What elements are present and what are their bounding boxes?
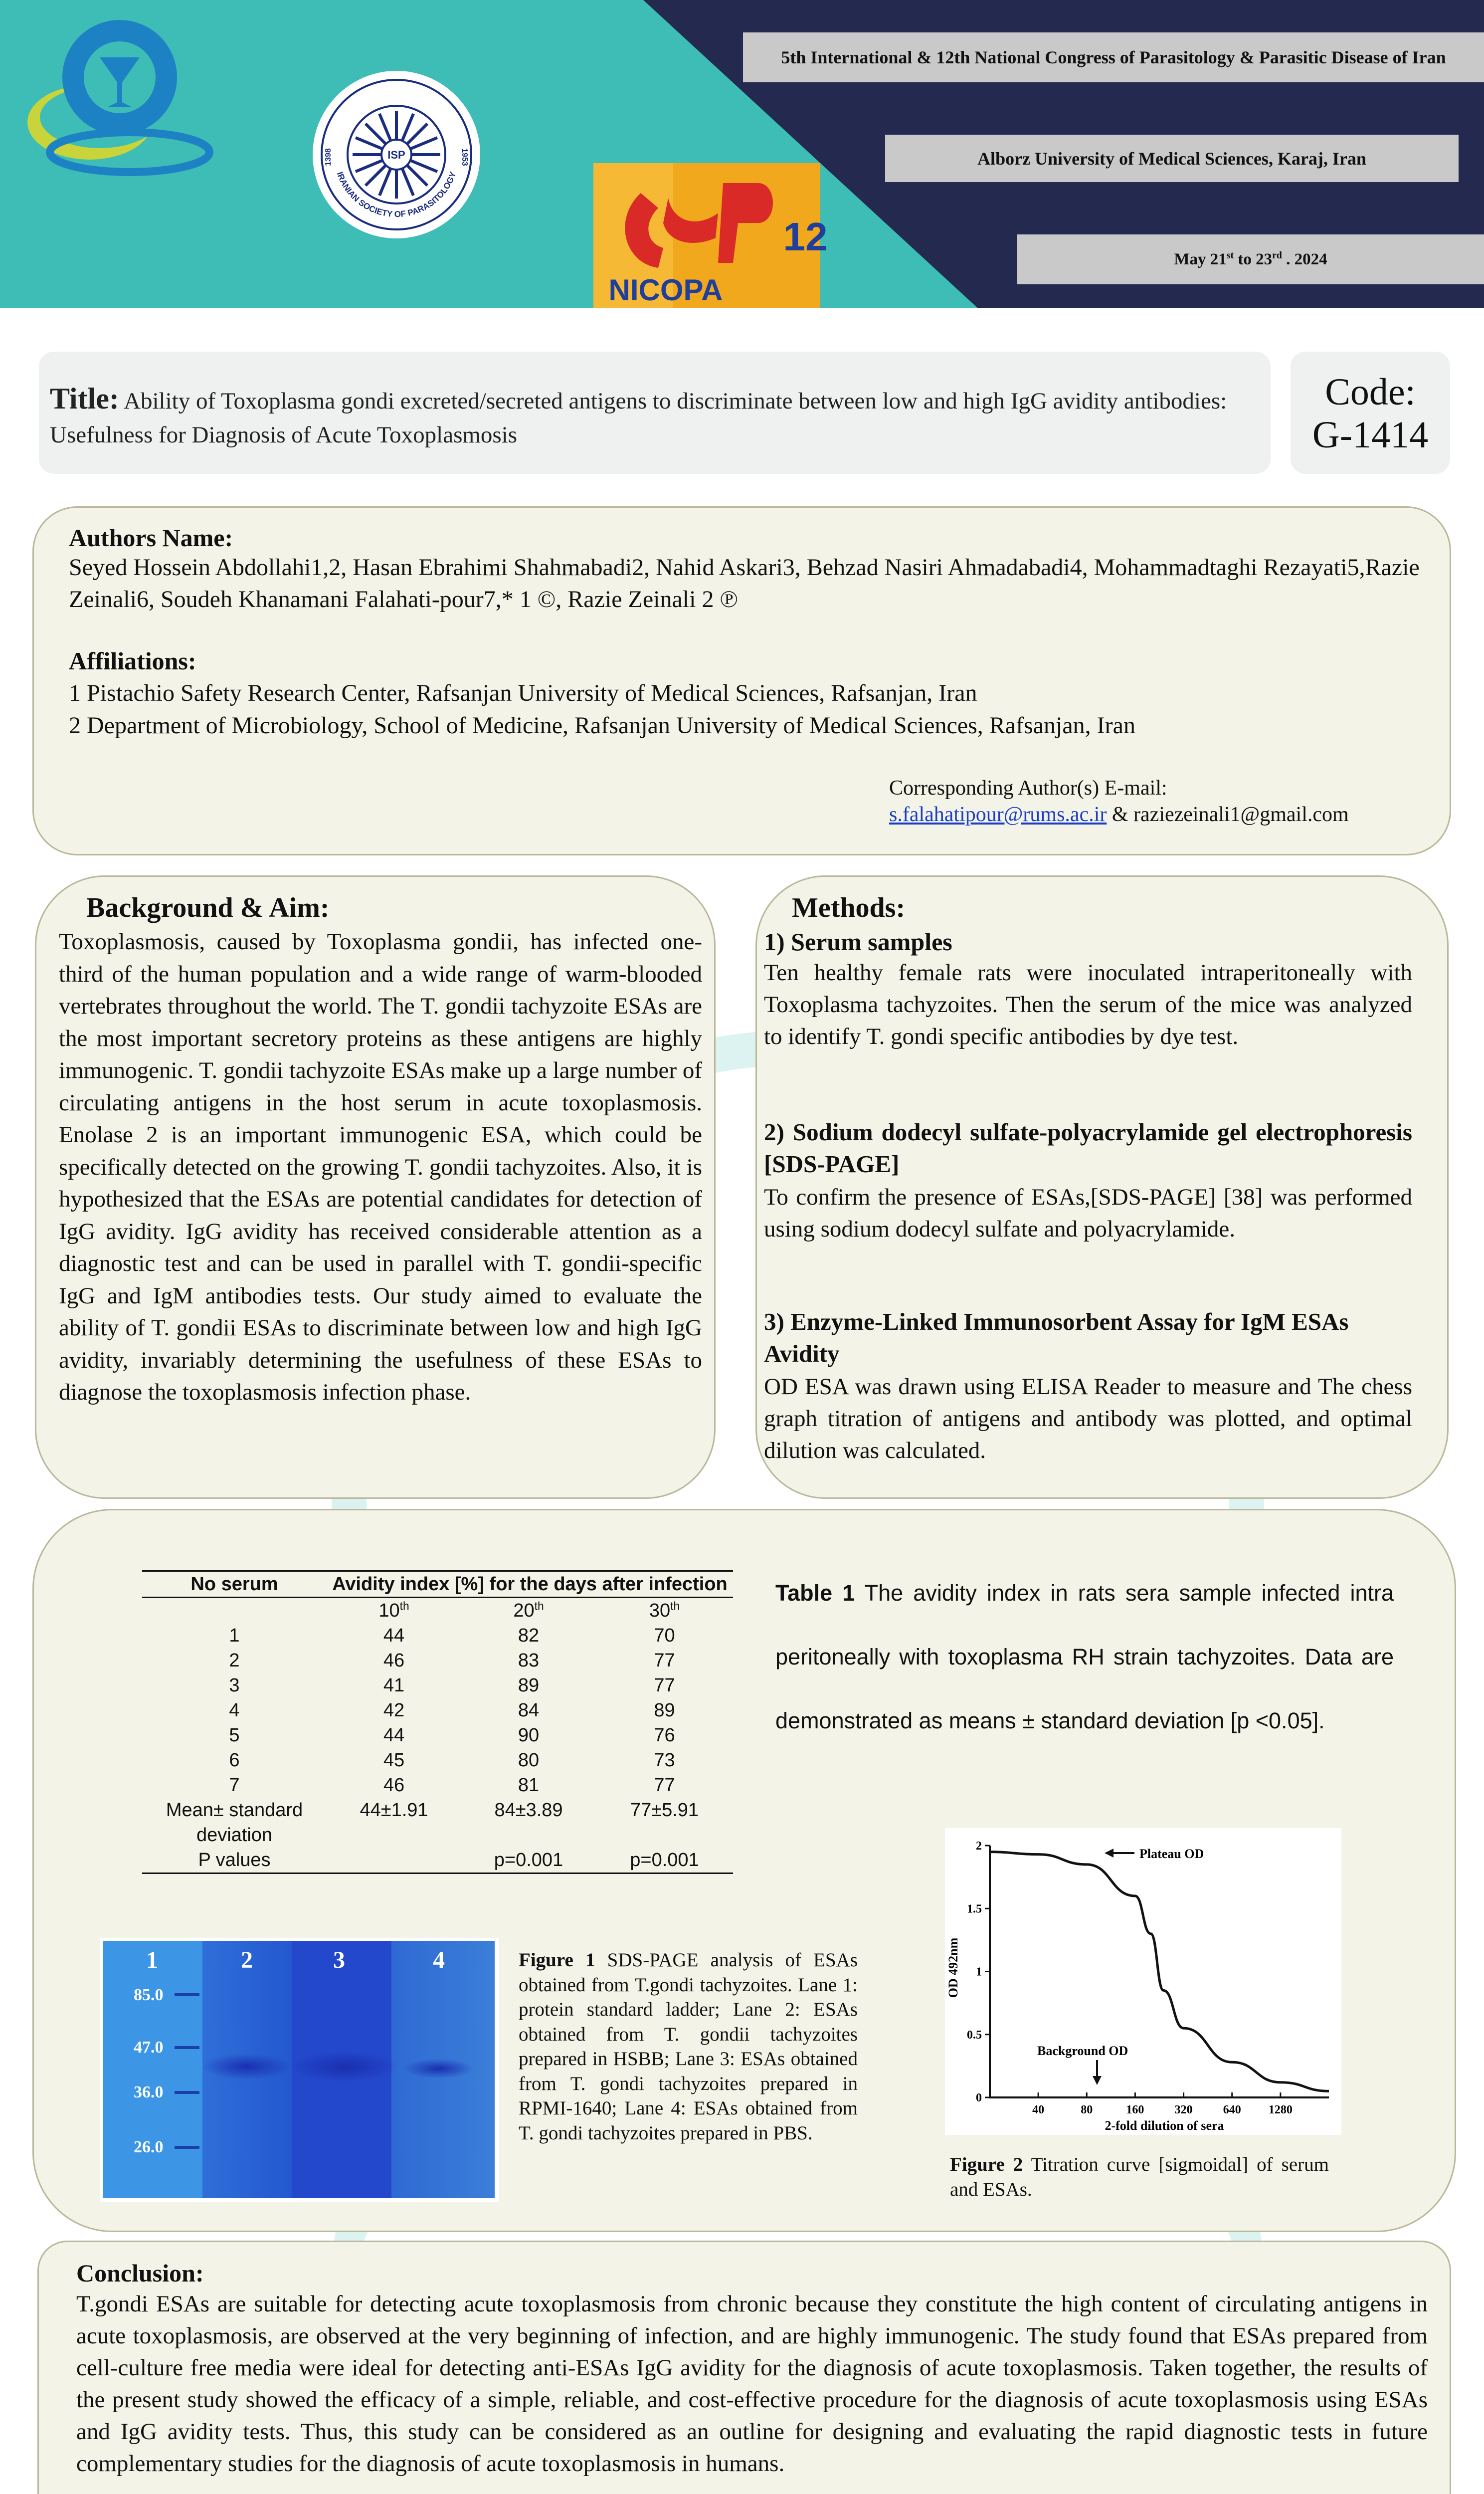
title-panel: [39, 352, 1271, 474]
table-day-header: 10th: [378, 1599, 409, 1621]
table-caption-label: Table 1: [775, 1580, 855, 1606]
table-row: 7 46 81 77: [229, 1775, 675, 1796]
gel-marker: 36.0: [134, 2083, 164, 2101]
affiliations-heading: Affiliations:: [69, 647, 196, 675]
poster-title: [50, 382, 1257, 452]
nicopa-logo-icon: [593, 163, 828, 308]
svg-text:IRANIAN SOCIETY OF PARASITOLOG: IRANIAN SOCIETY OF PARASITOLOGY: [335, 170, 458, 219]
gel-marker: 26.0: [134, 2138, 164, 2156]
title-text: Ability of Toxoplasma gondi excreted/secreted antigens to discriminate between low and high IgG avidity antibodies: Usefulness for Diagnosis of Acute Toxoplasmosis: [50, 388, 1227, 448]
table-pvalue-row: P values p=0.001 p=0.001: [142, 1848, 733, 1873]
chart-x-tick-label: 80: [1081, 2103, 1093, 2116]
gel-marker: 47.0: [134, 2038, 164, 2057]
date-bar: [1017, 234, 1484, 284]
svg-text:ISP: ISP: [387, 149, 405, 161]
methods-heading: Methods:: [792, 892, 906, 923]
code-value: G-1414: [1312, 414, 1429, 456]
figure1-caption: [519, 1948, 858, 2145]
chart-y-tick-label: 1: [976, 1965, 982, 1979]
code-label: Code:: [1325, 371, 1416, 413]
table-header-avidity: Avidity index [%] for the days after infection: [332, 1574, 728, 1595]
gel-marker: 85.0: [134, 1986, 164, 2004]
chart-x-tick-label: 640: [1223, 2103, 1241, 2116]
chart-y-tick-label: 1.5: [967, 1902, 982, 1916]
table-caption: [775, 1561, 1394, 1753]
background-text: Toxoplasmosis, caused by Toxoplasma gondii, has infected one-third of the human population and a wide range of warm-blooded vertebrates throughout the world. The T. gondii tachyzoite ESAs are the most important secretory proteins as these antigens are highly immunogenic. T. gondii tachyzoite ESAs make up a large number of circulating antigens in the host serum in acute toxoplasmosis. Enolase 2 is an important immunogenic ESA, which could be specifically detected on the growing T. gondii tachyzoites. Also, it is hypothesized that the ESAs are potential candidates for detection of IgG avidity. IgG avidity has received considerable attention as a diagnostic test and can be used in parallel with T. gondii-specific IgG and IgM antibodies tests. Our study aimed to evaluate the ability of T. gondii ESAs to discriminate between low and high IgG avidity, invariably determining the usefulness of these ESAs to diagnose the toxoplasmosis infection phase.: [59, 929, 702, 1405]
society-seal-icon: [312, 70, 481, 239]
conclusion-panel: [37, 2241, 1451, 2494]
background-panel: [35, 875, 716, 1499]
chart-y-tick-label: 2: [976, 1840, 982, 1853]
avidity-table-wrapper: [142, 1570, 733, 1874]
methods-sdspage-title: 2) Sodium dodecyl sulfate-polyacrylamide gel electrophoresis [SDS-PAGE]: [764, 1118, 1412, 1178]
sds-page-gel-image: [100, 1938, 499, 2202]
poster-header: [0, 0, 1484, 308]
university-name: Alborz University of Medical Sciences, Karaj, Iran: [977, 148, 1366, 169]
affiliation-1: 1 Pistachio Safety Research Center, Rafsanjan University of Medical Sciences, Rafsanjan, Iran: [69, 680, 977, 706]
avidity-table: [142, 1570, 733, 1874]
congress-name-bar: [743, 32, 1484, 82]
background-arrow-icon: [1093, 2060, 1102, 2085]
chart-y-tick-label: 0: [976, 2091, 982, 2104]
authors-heading: Authors Name:: [69, 524, 233, 552]
gel-lane-1: 1: [146, 1947, 158, 1973]
figure1-text: SDS-PAGE analysis of ESAs obtained from T.gondi tachyzoites. Lane 1: protein standard ladder; Lane 2: ESAs obtained from T. gondii tachyzoites prepared in HSBB; Lane 3: ESAs obtained from T. gondi tachyzoites prepared in RPMI-1640; Lane 4: ESAs obtained from T. gondi tachyzoites prepared in PBS.: [519, 1949, 858, 2144]
table-row: 2 46 83 77: [229, 1650, 675, 1671]
methods-elisa-text: OD ESA was drawn using ELISA Reader to measure and The chess graph titration of antigens and antibody was plotted, and optimal dilution was calculated.: [764, 1374, 1412, 1463]
table-row: 1 44 82 70: [229, 1625, 675, 1646]
congress-logo-icon: [25, 17, 224, 182]
conclusion-heading: Conclusion:: [76, 2259, 204, 2287]
university-bar: [885, 135, 1459, 182]
svg-text:12: 12: [783, 214, 828, 259]
chart-annotation-plateau: Plateau OD: [1139, 1847, 1204, 1861]
svg-text:NICOPA: NICOPA: [608, 273, 723, 307]
nicopa-logo: [593, 163, 828, 308]
congress-date: May 21st to 23rd . 2024: [1174, 249, 1327, 268]
chart-annotation-background: Background OD: [1037, 2044, 1128, 2058]
email-secondary: & raziezeinali1@gmail.com: [1107, 803, 1349, 826]
background-heading: Background & Aim:: [86, 892, 330, 923]
gel-image-frame: [100, 1938, 499, 2202]
table-row: 4 42 84 89: [229, 1700, 675, 1721]
chart-x-tick-label: 40: [1032, 2103, 1045, 2116]
chart-y-tick-label: 0.5: [967, 2028, 982, 2042]
titration-curve-chart: [945, 1828, 1341, 2135]
table-row: 5 44 90 76: [229, 1725, 675, 1746]
titration-chart-frame: [945, 1828, 1341, 2135]
chart-x-tick-label: 1280: [1268, 2103, 1293, 2116]
methods-sdspage-text: To confirm the presence of ESAs,[SDS-PAGE] [38] was performed using sodium dodecyl sulfate and polyacrylamide.: [764, 1184, 1412, 1242]
code-panel: [1291, 352, 1450, 474]
figure1-label: Figure 1: [519, 1949, 595, 1971]
methods-panel: [755, 875, 1449, 1499]
chart-x-axis-label: 2-fold dilution of sera: [1105, 2118, 1224, 2133]
corresponding-label: Corresponding Author(s) E-mail:: [889, 777, 1167, 800]
table-header-serum: No serum: [190, 1574, 278, 1595]
gel-lane-2: 2: [241, 1947, 253, 1973]
figure2-caption: [950, 2152, 1329, 2202]
chart-x-tick-label: 160: [1126, 2103, 1144, 2116]
table-day-header-row: [142, 1598, 733, 1624]
svg-text:1953: 1953: [460, 148, 469, 166]
figure2-label: Figure 2: [950, 2154, 1023, 2175]
email-link[interactable]: s.falahatipour@rums.ac.ir: [889, 803, 1107, 826]
table-day-header: 30th: [649, 1599, 680, 1621]
congress-name: 5th International & 12th National Congress of Parasitology & Parasitic Disease of Iran: [781, 47, 1446, 67]
svg-text:1398: 1398: [324, 148, 333, 166]
gel-lane-3: 3: [333, 1947, 345, 1973]
authors-panel: [32, 506, 1451, 855]
affiliation-2: 2 Department of Microbiology, School of Medicine, Rafsanjan University of Medical Sciences, Rafsanjan, Iran: [69, 712, 1135, 739]
corresponding-emails: [889, 801, 1349, 828]
table-caption-text: The avidity index in rats sera sample infected intra peritoneally with toxoplasma RH strain tachyzoites. Data are demonstrated as means ± standard deviation [p <0.05].: [775, 1580, 1394, 1733]
authors-names: Seyed Hossein Abdollahi1,2, Hasan Ebrahimi Shahmabadi2, Nahid Askari3, Behzad Nasiri Ahmadabadi4, Mohammadtaghi Rezayati5,Razie Zeinali6, Soudeh Khanamani Falahati-pour7,* 1 ©, Razie Zeinali 2 ℗: [69, 554, 1420, 613]
figure2-text: Titration curve [sigmoidal] of serum and ESAs.: [950, 2154, 1329, 2200]
table-row: 6 45 80 73: [229, 1750, 675, 1771]
methods-elisa-title: 3) Enzyme-Linked Immunosorbent Assay for IgM ESAs Avidity: [764, 1308, 1349, 1367]
plateau-arrow-icon: [1105, 1849, 1134, 1858]
table-day-header: 20th: [513, 1599, 544, 1621]
conclusion-text: T.gondi ESAs are suitable for detecting acute toxoplasmosis from chronic because they constitute the high content of circulating antigens in acute toxoplasmosis, are observed at the very beginning of infection, and are highly immunogenic. The study found that ESAs prepared from cell-culture free media were ideal for detecting anti-ESAs IgG avidity for the diagnosis of acute toxoplasmosis. Taken together, the results of the present study showed the efficacy of a simple, reliable, and cost-effective procedure for the diagnosis of acute toxoplasmosis using ESAs and IgG avidity tests. Thus, this study can be considered as an outline for designing and evaluating the rapid diagnostic tests in future complementary studies for the diagnosis of acute toxoplasmosis in humans.: [76, 2291, 1428, 2477]
table-row: 3 41 89 77: [229, 1675, 675, 1696]
methods-serum-title: 1) Serum samples: [764, 928, 952, 956]
table-mean-row: Mean± standard deviation 44±1.91 84±3.89 77±5.91: [166, 1800, 699, 1846]
title-label: Title:: [50, 382, 119, 415]
chart-x-tick-label: 320: [1174, 2103, 1193, 2116]
gel-lane-4: 4: [433, 1947, 445, 1973]
chart-y-axis-label: OD 492nm: [946, 1937, 960, 1998]
methods-serum-text: Ten healthy female rats were inoculated intraperitoneally with Toxoplasma tachyzoites. Then the serum of the mice was analyzed to identify T. gondi specific antibodies by dye test.: [764, 960, 1412, 1049]
